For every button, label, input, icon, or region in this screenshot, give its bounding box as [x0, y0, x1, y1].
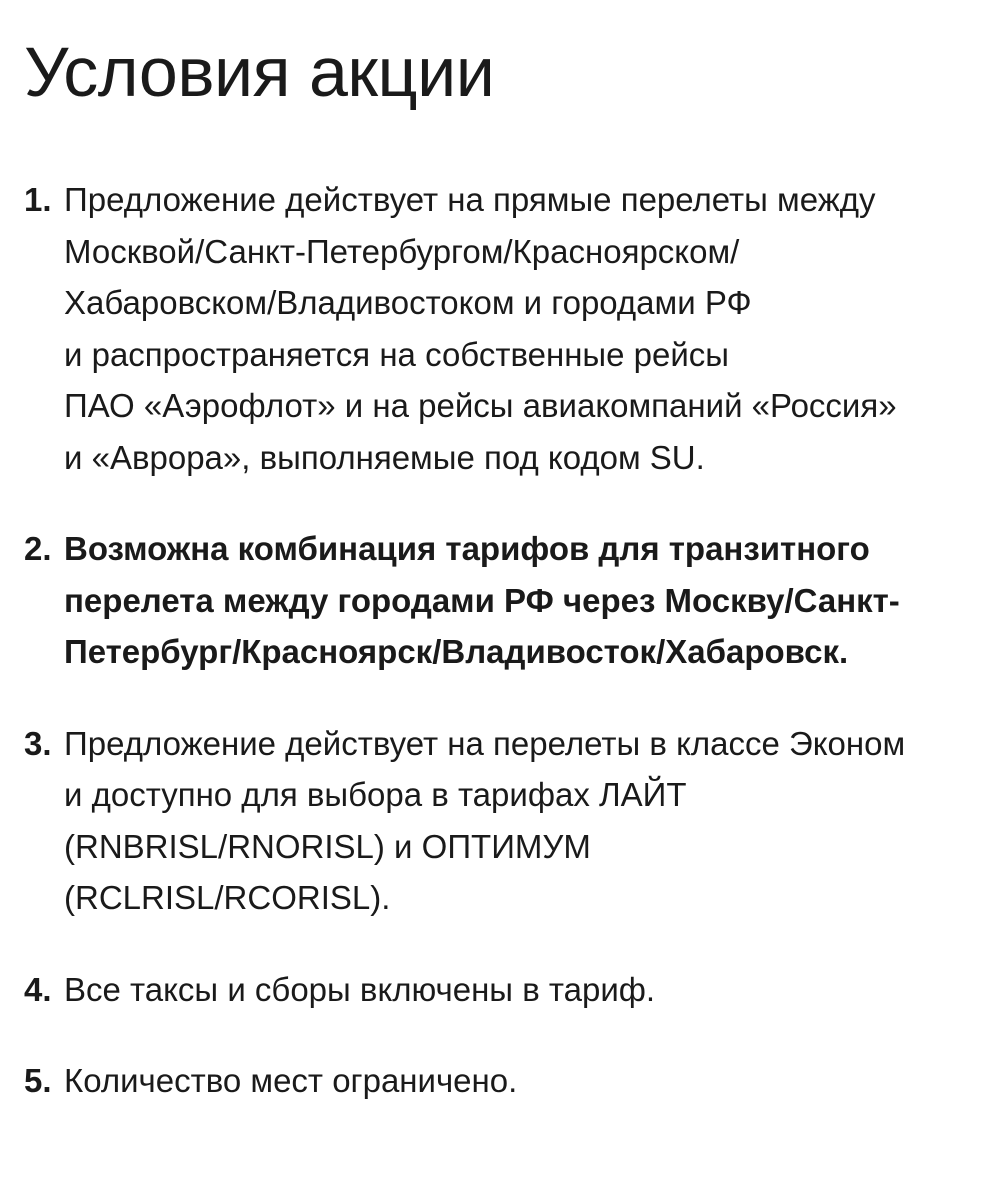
condition-text [64, 1055, 974, 1107]
condition-line: (RNBRISL/RNORISL) и ОПТИМУМ [64, 827, 591, 865]
condition-line: Возможна комбинация тарифов для транзитного [64, 530, 870, 567]
condition-line: ПАО «Аэрофлот» и на рейсы авиакомпаний «Россия» [64, 387, 897, 424]
condition-line: Предложение действует на перелеты в классе Эконом [64, 724, 906, 762]
condition-line: Количество мест ограничено. [64, 1062, 518, 1099]
condition-line: и «Аврора», выполняемые под кодом SU. [64, 438, 705, 476]
condition-number: 3. [24, 724, 52, 762]
condition-line: и распространяется на собственные рейсы [64, 335, 730, 373]
condition-text [64, 174, 974, 483]
condition-line: Москвой/Санкт-Петербургом/Красноярском/ [64, 232, 740, 270]
condition-item-2 [24, 523, 974, 678]
condition-number: 5. [24, 1062, 52, 1099]
condition-line: Предложение действует на прямые перелеты между [64, 181, 876, 218]
condition-text [64, 523, 974, 678]
condition-item-3 [24, 718, 974, 924]
condition-item-1 [24, 174, 974, 483]
condition-line: Хабаровском/Владивостоком и городами РФ [64, 284, 752, 321]
condition-text [64, 718, 974, 924]
condition-line: Петербург/Красноярск/Владивосток/Хабаровск. [64, 633, 849, 670]
condition-text [64, 964, 974, 1016]
condition-line: Все таксы и сборы включены в тариф. [64, 970, 656, 1008]
condition-item-4 [24, 964, 974, 1016]
condition-line: и доступно для выбора в тарифах ЛАЙТ [64, 776, 687, 813]
page-title: Условия акции [24, 33, 495, 111]
conditions-list [24, 174, 974, 1107]
condition-line: перелета между городами РФ через Москву/Санкт- [64, 581, 900, 619]
condition-item-5 [24, 1055, 974, 1107]
condition-number: 1. [24, 181, 52, 218]
condition-number: 4. [24, 970, 52, 1008]
condition-number: 2. [24, 530, 52, 567]
condition-line: (RCLRISL/RCORISL). [64, 879, 391, 916]
